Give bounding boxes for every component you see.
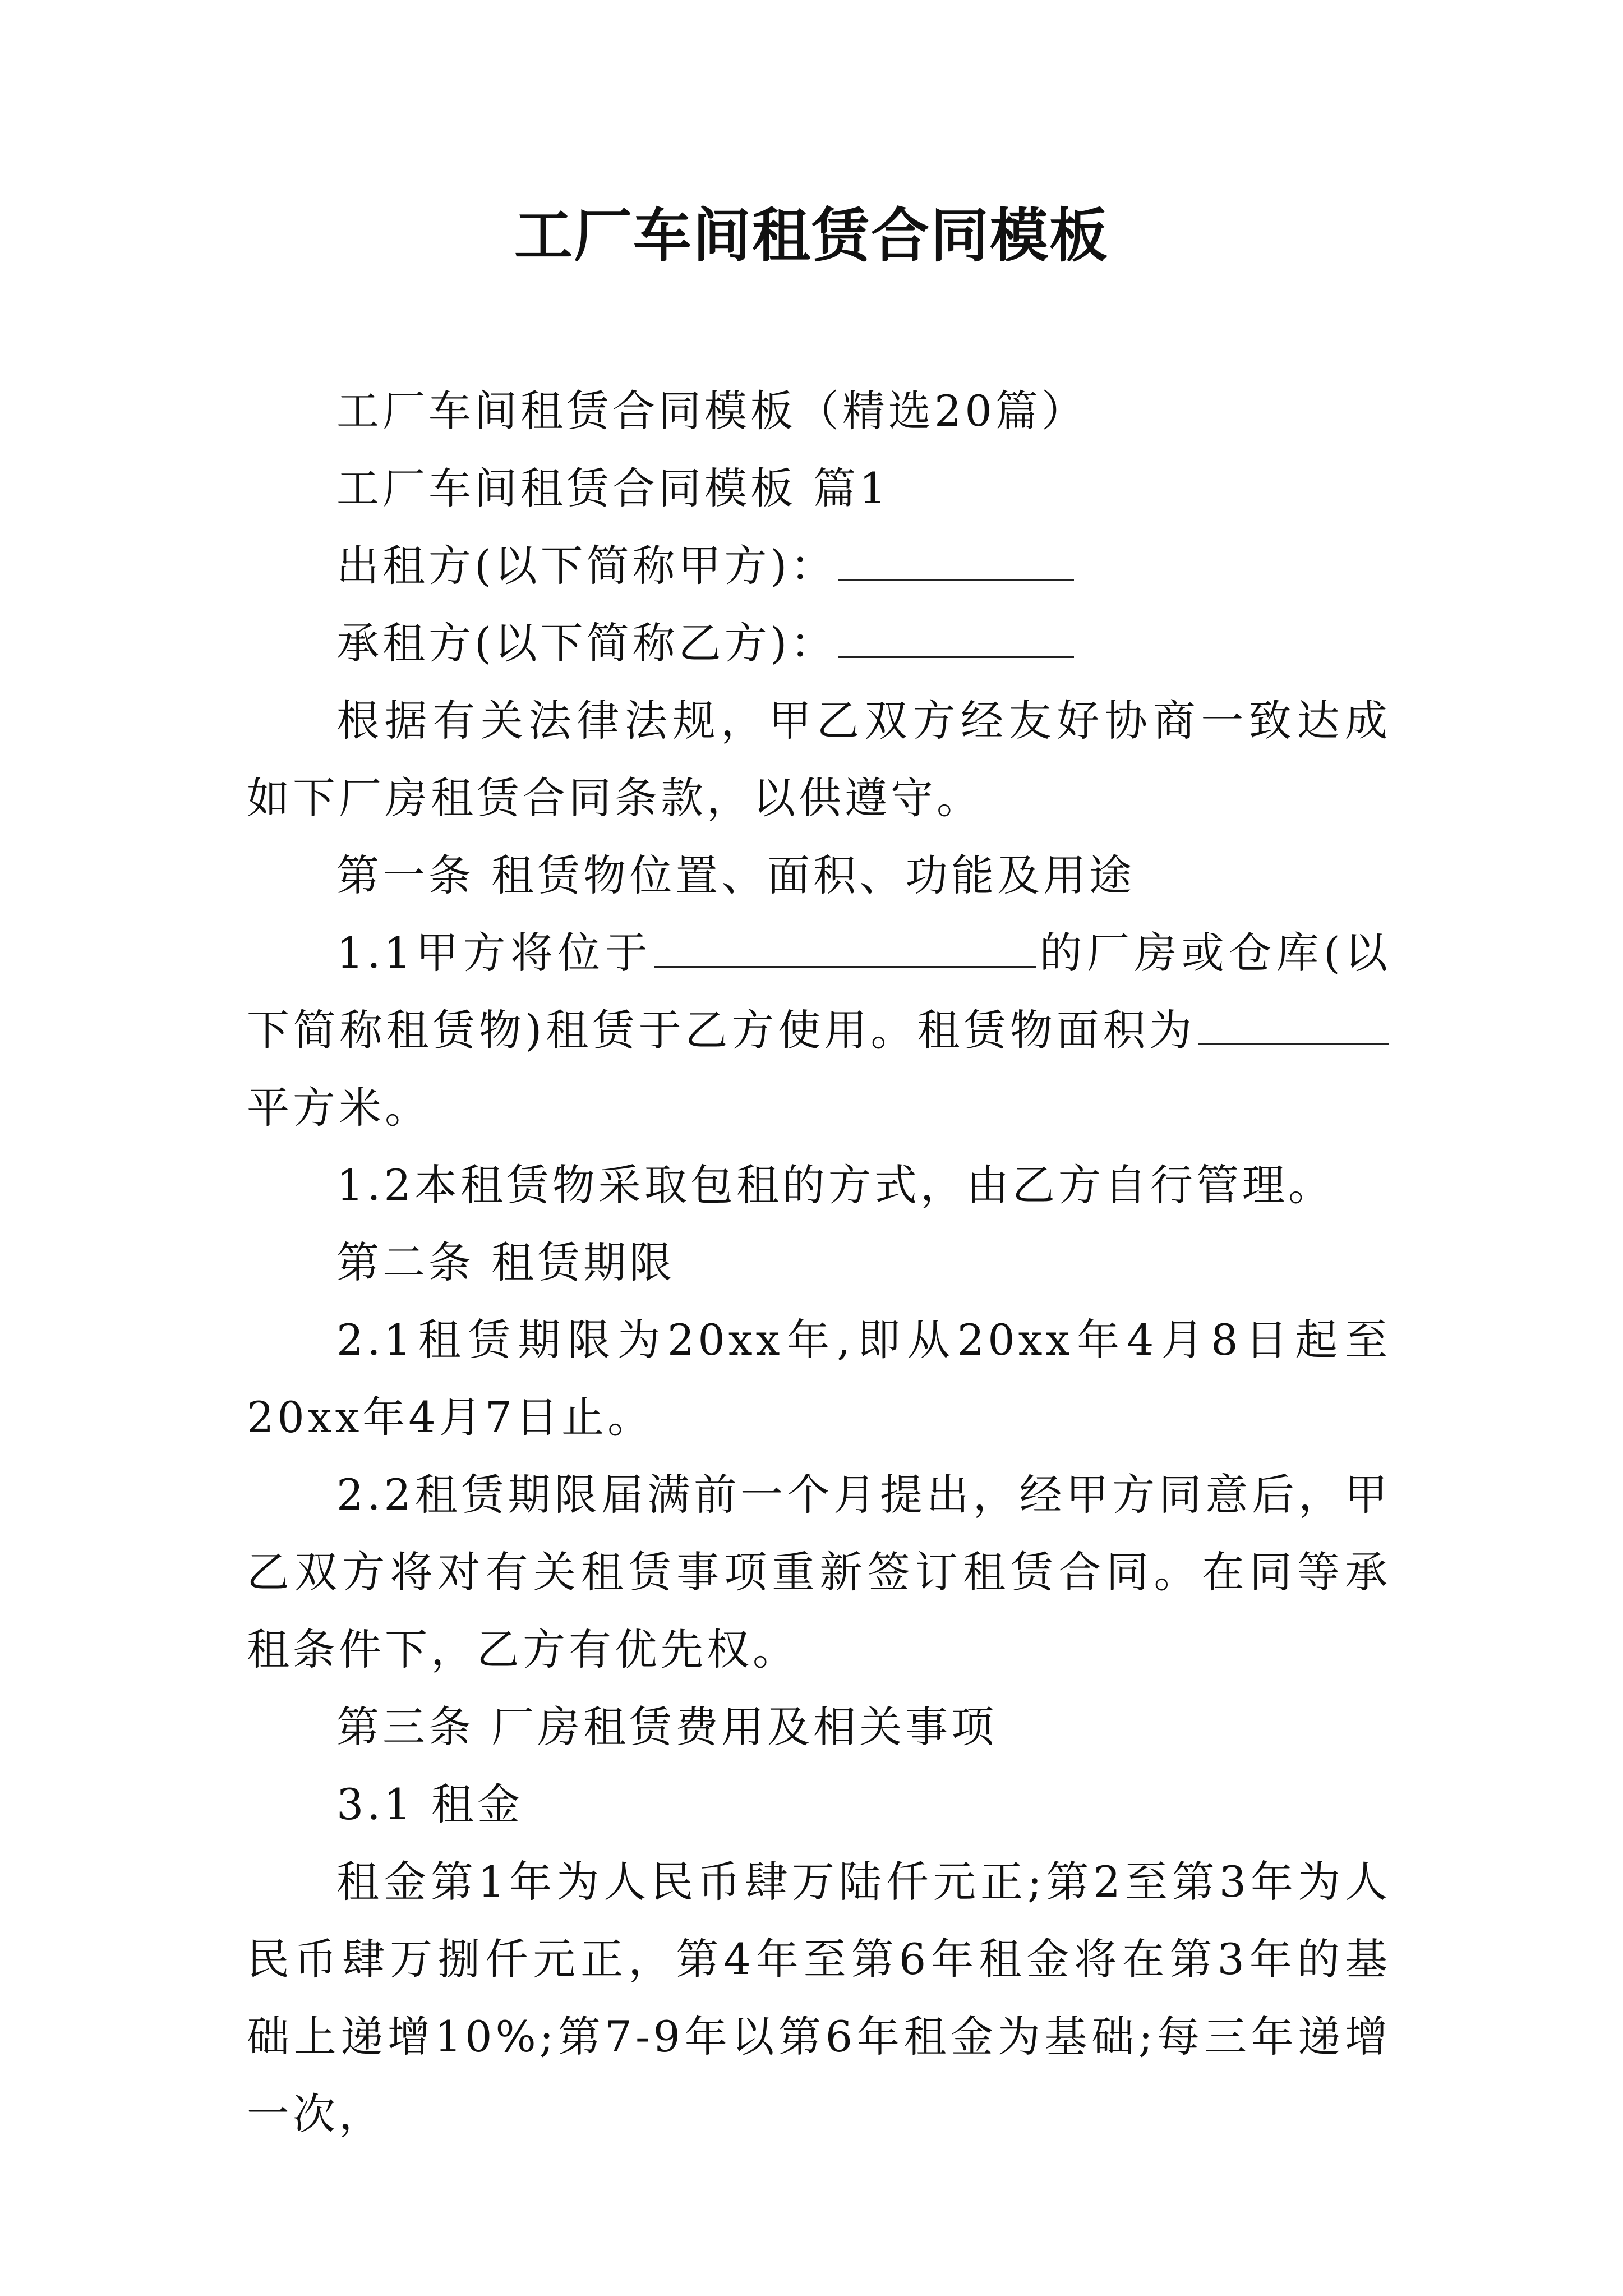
- paragraph-lessor: [247, 527, 1391, 605]
- paragraph-subtitle: 工厂车间租赁合同模板（精选20篇）: [336, 386, 1087, 436]
- document-body: [247, 372, 1391, 2153]
- document-title: 工厂车间租赁合同模板: [514, 201, 1109, 270]
- clause-1-1: [247, 914, 1391, 1147]
- lessor-label: 出租方(以下简称甲方)：: [336, 541, 837, 591]
- clause-3-1-rent: 租金第1年为人民币肆万陆仟元正;第2至第3年为人民币肆万捌仟元正，第4年至第6年租金将在第3年的基础上递增10%;第7-9年以第6年租金为基础;每三年递增一次，: [247, 1857, 1391, 2139]
- lessor-blank-line: [838, 541, 1074, 581]
- lessee-label: 承租方(以下简称乙方)：: [336, 618, 837, 668]
- clause-1-1-text-a: 1.1甲方将位于: [336, 928, 653, 978]
- clause-3-1-heading: 3.1 租金: [336, 1779, 524, 1829]
- article-2-heading: 第二条 租赁期限: [336, 1237, 676, 1287]
- area-blank-line: [1198, 1005, 1389, 1045]
- article-3-heading: 第三条 厂房租赁费用及相关事项: [336, 1702, 998, 1752]
- clause-1-1-text-b: 的厂房或仓库(以下简称租赁物)租赁于乙方使用。租赁物面积为: [247, 928, 1391, 1055]
- clause-2-1: 2.1租赁期限为20xx年,即从20xx年4月8日起至20xx年4月7日止。: [247, 1315, 1391, 1442]
- lessee-blank-line: [838, 618, 1074, 658]
- paragraph-lessee: [247, 605, 1391, 682]
- clause-2-2: 2.2租赁期限届满前一个月提出，经甲方同意后，甲乙双方将对有关租赁事项重新签订租赁合同。在同等承租条件下，乙方有优先权。: [247, 1470, 1391, 1674]
- clause-1-2: 1.2本租赁物采取包租的方式，由乙方自行管理。: [336, 1160, 1334, 1210]
- paragraph-preamble: 根据有关法律法规，甲乙双方经友好协商一致达成如下厂房租赁合同条款，以供遵守。: [247, 696, 1391, 823]
- location-blank-line: [654, 928, 1036, 968]
- article-1-heading: 第一条 租赁物位置、面积、功能及用途: [336, 850, 1136, 900]
- paragraph-section-heading: 工厂车间租赁合同模板 篇1: [336, 463, 890, 513]
- clause-1-1-text-c: 平方米。: [247, 1083, 431, 1133]
